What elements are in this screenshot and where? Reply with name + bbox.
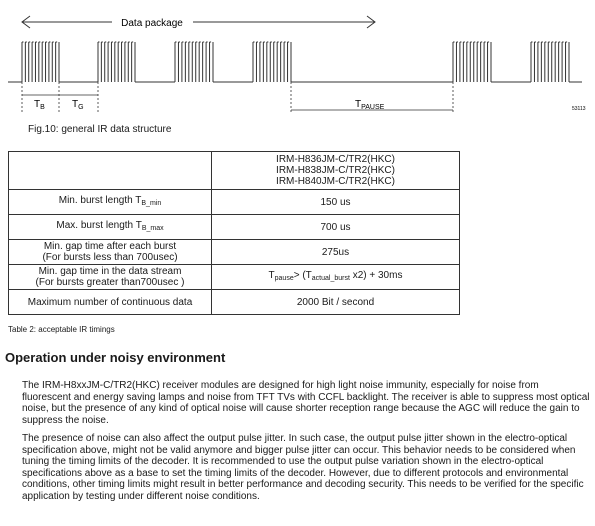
value-cell: 2000 Bit / second	[212, 290, 460, 315]
value-cell: 275us	[212, 240, 460, 265]
model-name: IRM-H836JM-C/TR2(HKC)	[276, 154, 395, 165]
param-cell: Maximum number of continuous data	[9, 290, 212, 315]
table-row	[9, 265, 460, 290]
figure-caption: Fig.10: general IR data structure	[28, 124, 172, 135]
tg-label: $T_G$	[72, 99, 84, 111]
data-package-label: Data package	[121, 18, 183, 29]
param-cell: Min. gap time in the data stream (For bursts greater than700usec )	[9, 265, 212, 290]
table-header-models	[212, 152, 460, 190]
table-row	[9, 240, 460, 265]
param-cell: Max. burst length $T_{B\_max}$	[9, 215, 212, 240]
value-cell: 150 us	[212, 190, 460, 215]
param-cell: Min. burst length $T_{B\_min}$	[9, 190, 212, 215]
timing-markers	[22, 82, 453, 112]
paragraph: The presence of noise can also affect the output pulse jitter. In such case, the output pulse jitter shown in the electro-optical specification above, might not be valid anymore and bigger pulse jitter can occur. This behavior needs to be considered when tuning the timing limits of the decoder. It is recommended to use the output pulse variation shown in the electro-optical specifications above as a base to set the timing limits of the decoder. However, due to different protocols and environmental conditions, other timing limits might result in better performance and decoding security. This needs to be verified for the specific application by testing under different noise conditions.	[22, 433, 584, 502]
tb-label: $T_B$	[34, 99, 45, 111]
data-package-bracket	[22, 16, 375, 28]
tpause-label: $T_{PAUSE}$	[355, 99, 385, 111]
model-name: IRM-H840JM-C/TR2(HKC)	[276, 176, 395, 187]
param-cell: Min. gap time after each burst (For bursts less than 700usec)	[9, 240, 212, 265]
value-cell: $T_{pause}> (T_{actual\_burst}$ x2) + 30ms	[212, 265, 460, 290]
table-row	[9, 215, 460, 240]
paragraph: The IRM-H8xxJM-C/TR2(HKC) receiver modules are designed for high light noise immunity, especially for noise from fluorescent and energy saving lamps and noise from TFT TVs with CCFL backlight. The receiver is able to suppress most optical noise, but the presence of any kind of optical noise will cause shorter reception range because the AGC will reduce the gain to suppress the noise.	[22, 380, 590, 426]
timing-arrows	[22, 95, 453, 110]
value-cell: 700 us	[212, 215, 460, 240]
ir-signal-waveform	[8, 42, 582, 82]
table-caption: Table 2: acceptable IR timings	[8, 325, 115, 334]
figure-code: 53113	[572, 106, 586, 112]
ir-timings-table	[8, 151, 460, 315]
table-row	[9, 190, 460, 215]
model-name: IRM-H838JM-C/TR2(HKC)	[276, 165, 395, 176]
ir-data-structure-diagram	[0, 0, 595, 122]
table-header-blank	[9, 152, 212, 190]
table-row	[9, 290, 460, 315]
section-heading: Operation under noisy environment	[5, 350, 226, 365]
table-header-row	[9, 152, 460, 190]
